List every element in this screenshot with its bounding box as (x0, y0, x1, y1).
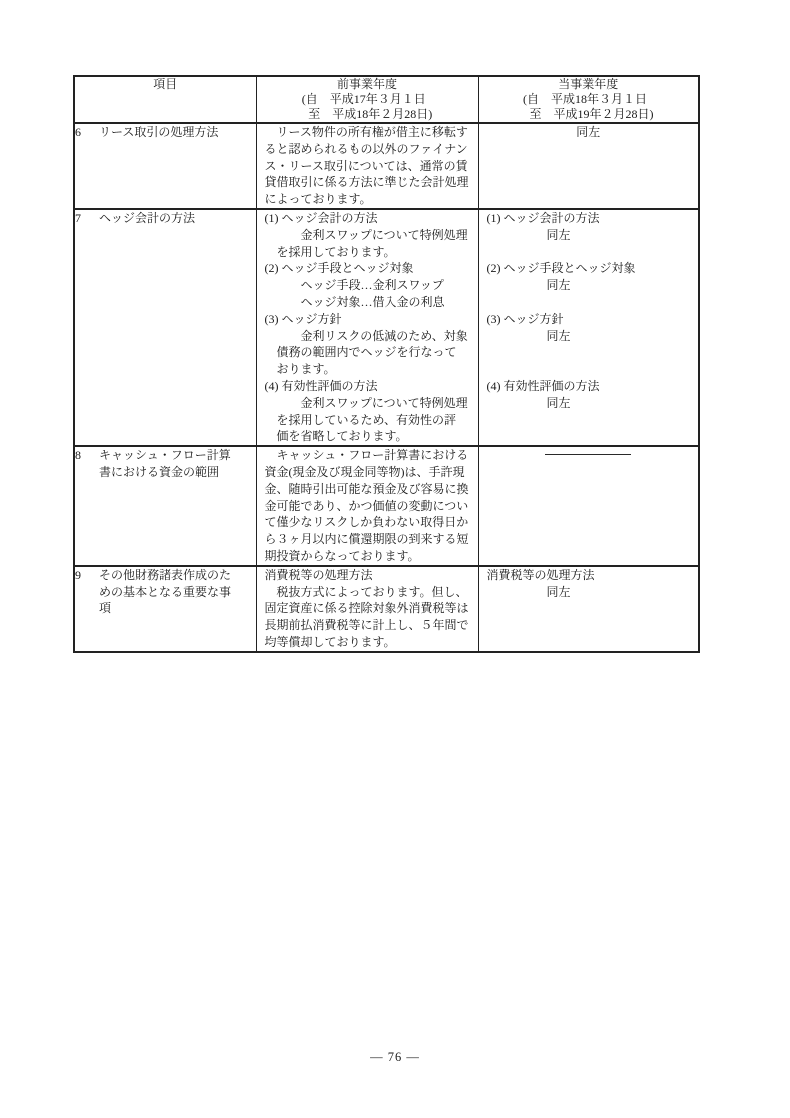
text-line: を採用しております。 (276, 244, 396, 259)
current-year-from: (自 平成18年３月１日 (522, 92, 647, 106)
item-number: 7 (75, 210, 81, 225)
item-title-line: 書における資金の範囲 (99, 464, 220, 479)
text-line: 税抜方式によっております。但し、 (264, 584, 468, 599)
text-line (479, 244, 699, 261)
table-row (74, 446, 699, 566)
text-line: 金利スワップについて特例処理 (300, 395, 468, 410)
text-line: 金利リスクの低減のため、対象 (300, 328, 468, 343)
text-line: ヘッジ手段…金利スワップ (300, 278, 444, 293)
text-line: 債務の範囲内でヘッジを行なって (276, 345, 457, 360)
text-line: ヘッジ対象…借入金の利息 (300, 294, 445, 309)
item-title-line: キャッシュ・フロー計算 (99, 448, 231, 463)
item-title (99, 124, 256, 141)
item-title-line: リース取引の処理方法 (99, 125, 219, 139)
horizontal-dash-icon (545, 454, 631, 455)
text-line: 均等償却しております。 (264, 634, 396, 649)
text-line: 消費税等の処理方法 (264, 567, 373, 582)
text-line: 期投資からなっております。 (264, 548, 420, 563)
item-title-line: めの基本となる重要な事 (99, 584, 232, 599)
header-current-year-column (478, 76, 699, 123)
previous-year-dates (302, 92, 433, 122)
item-number: 6 (75, 125, 81, 139)
text-line: キャッシュ・フロー計算書における (264, 448, 469, 463)
text-line: ス・リース取引については、通常の賃 (264, 158, 468, 173)
text-line: (1) ヘッジ会計の方法 (264, 210, 378, 225)
previous-year-title: 前事業年度 (336, 77, 397, 91)
text-line: 長期前払消費税等に計上し、５年間で (264, 618, 469, 633)
text-line: (4) 有効性評価の方法 (486, 378, 600, 393)
text-line: 同左 (546, 227, 571, 242)
text-line: (2) ヘッジ手段とヘッジ対象 (264, 261, 414, 276)
text-line: ら３ヶ月以内に償還期限の到来する短 (264, 532, 469, 547)
text-line: (4) 有効性評価の方法 (264, 378, 378, 393)
item-cell (74, 446, 256, 566)
text-line (479, 294, 699, 311)
text-line: (3) ヘッジ方針 (486, 311, 564, 326)
text-line: ると認められるもの以外のファイナン (264, 141, 468, 156)
text-line: 資金(現金及び現金同等物)は、手許現 (264, 464, 465, 479)
header-previous-year-column (256, 76, 478, 123)
text-line: (3) ヘッジ方針 (264, 311, 342, 326)
text-line: 同左 (546, 328, 571, 343)
previous-year-from: (自 平成17年３月１日 (301, 92, 426, 106)
text-line: (1) ヘッジ会計の方法 (486, 210, 600, 225)
text-line: 同左 (546, 278, 571, 293)
text-line: を採用しているため、有効性の評 (276, 412, 457, 427)
table-header-row (74, 76, 699, 123)
item-number: 8 (75, 448, 81, 463)
table-row (74, 123, 699, 209)
text-line: 金利スワップについて特例処理 (300, 227, 468, 242)
header-item-label: 項目 (153, 77, 178, 91)
item-title (99, 567, 256, 617)
item-cell (74, 209, 256, 446)
page-number: ― 76 ― (370, 1050, 420, 1064)
text-line: (2) ヘッジ手段とヘッジ対象 (486, 261, 636, 276)
current-year-dates (523, 92, 654, 122)
item-title (99, 447, 256, 481)
text-line: 同左 (546, 395, 571, 410)
current-year-cell (478, 446, 699, 566)
text-line: 貸借取引に係る方法に準じた会計処理 (264, 175, 469, 190)
accounting-policies-table (73, 75, 700, 653)
text-line: 価を省略しております。 (276, 429, 408, 444)
text-line: おります。 (276, 362, 336, 377)
text-line: によっております。 (264, 192, 372, 207)
text-line (479, 344, 699, 361)
text-line (479, 361, 699, 378)
none-indicator-rule (479, 447, 699, 464)
item-cell (74, 123, 256, 209)
text-line: 消費税等の処理方法 (486, 567, 595, 582)
text-line: 同左 (546, 584, 571, 599)
text-line: 金可能であり、かつ価値の変動につい (264, 498, 469, 513)
previous-year-cell (256, 446, 478, 566)
previous-year-cell (256, 123, 478, 209)
current-year-to: 至 平成19年２月28日) (529, 107, 654, 121)
previous-year-cell (256, 566, 478, 652)
table-row (74, 566, 699, 652)
table-row (74, 209, 699, 446)
table-body (74, 123, 699, 652)
current-year-cell (478, 566, 699, 652)
previous-year-cell (256, 209, 478, 446)
item-title-line: ヘッジ会計の方法 (99, 210, 196, 225)
item-number: 9 (75, 567, 81, 582)
text-line: リース物件の所有権が借主に移転す (264, 125, 468, 139)
current-year-cell (478, 123, 699, 209)
text-line: て僅少なリスクしか負わない取得日か (264, 515, 469, 530)
header-item-column (74, 76, 256, 123)
item-title-line: その他財務諸表作成のた (99, 567, 232, 582)
item-title-line: 項 (99, 601, 112, 616)
item-cell (74, 566, 256, 652)
text-line: 固定資産に係る控除対象外消費税等は (264, 601, 469, 616)
current-year-title: 当事業年度 (558, 77, 619, 91)
previous-year-to: 至 平成18年２月28日) (308, 107, 433, 121)
current-year-cell (478, 209, 699, 446)
text-line: 同左 (576, 125, 601, 139)
text-line: 金、随時引出可能な預金及び容易に換 (264, 481, 469, 496)
item-title (99, 210, 256, 227)
